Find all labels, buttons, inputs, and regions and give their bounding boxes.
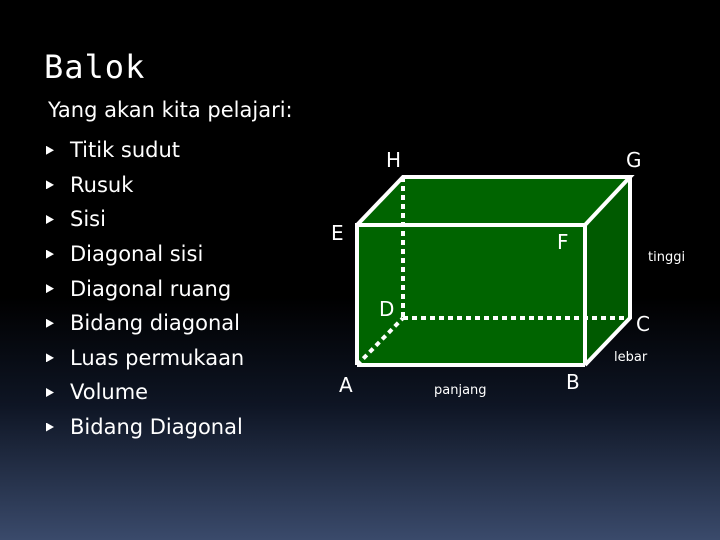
list-item: [44, 410, 244, 445]
list-item: [44, 202, 244, 237]
vertex-label-c: C: [636, 312, 650, 336]
topic-label: Diagonal sisi: [70, 242, 204, 267]
bullet-icon: [46, 180, 54, 189]
list-item: [44, 341, 244, 376]
cuboid-diagram: [300, 130, 720, 410]
topic-label: Rusuk: [70, 172, 134, 197]
topic-label: Titik sudut: [70, 138, 181, 163]
list-item: [44, 306, 244, 341]
front-face: [357, 225, 585, 365]
topic-label: Bidang Diagonal: [70, 415, 243, 440]
dimension-label-height: tinggi: [648, 250, 686, 265]
list-item: [44, 168, 244, 203]
vertex-label-b: B: [566, 370, 580, 394]
bullet-icon: [46, 319, 54, 328]
topic-label: Sisi: [70, 207, 106, 232]
slide-title: Balok: [44, 48, 146, 86]
topic-label: Diagonal ruang: [70, 276, 232, 301]
vertex-label-e: E: [331, 221, 344, 245]
bullet-icon: [46, 353, 54, 362]
vertex-label-d: D: [379, 297, 395, 321]
vertex-label-a: A: [339, 373, 353, 397]
list-item: [44, 271, 244, 306]
topic-label: Luas permukaan: [70, 345, 245, 370]
bullet-icon: [46, 423, 54, 432]
topic-label: Volume: [70, 380, 149, 405]
bullet-icon: [46, 388, 54, 397]
topic-label: Bidang diagonal: [70, 311, 240, 336]
list-item: [44, 237, 244, 272]
bullet-icon: [46, 250, 54, 259]
intro-text: Yang akan kita pelajari:: [48, 98, 293, 122]
dimension-label-length: panjang: [434, 383, 487, 398]
bullet-icon: [46, 215, 54, 224]
vertex-label-f: F: [557, 230, 569, 254]
topic-list: [44, 133, 244, 444]
list-item: [44, 133, 244, 168]
bullet-icon: [46, 146, 54, 155]
bullet-icon: [46, 284, 54, 293]
dimension-label-width: lebar: [614, 350, 648, 365]
vertex-label-g: G: [626, 148, 642, 172]
vertex-label-h: H: [386, 148, 402, 172]
list-item: [44, 375, 244, 410]
